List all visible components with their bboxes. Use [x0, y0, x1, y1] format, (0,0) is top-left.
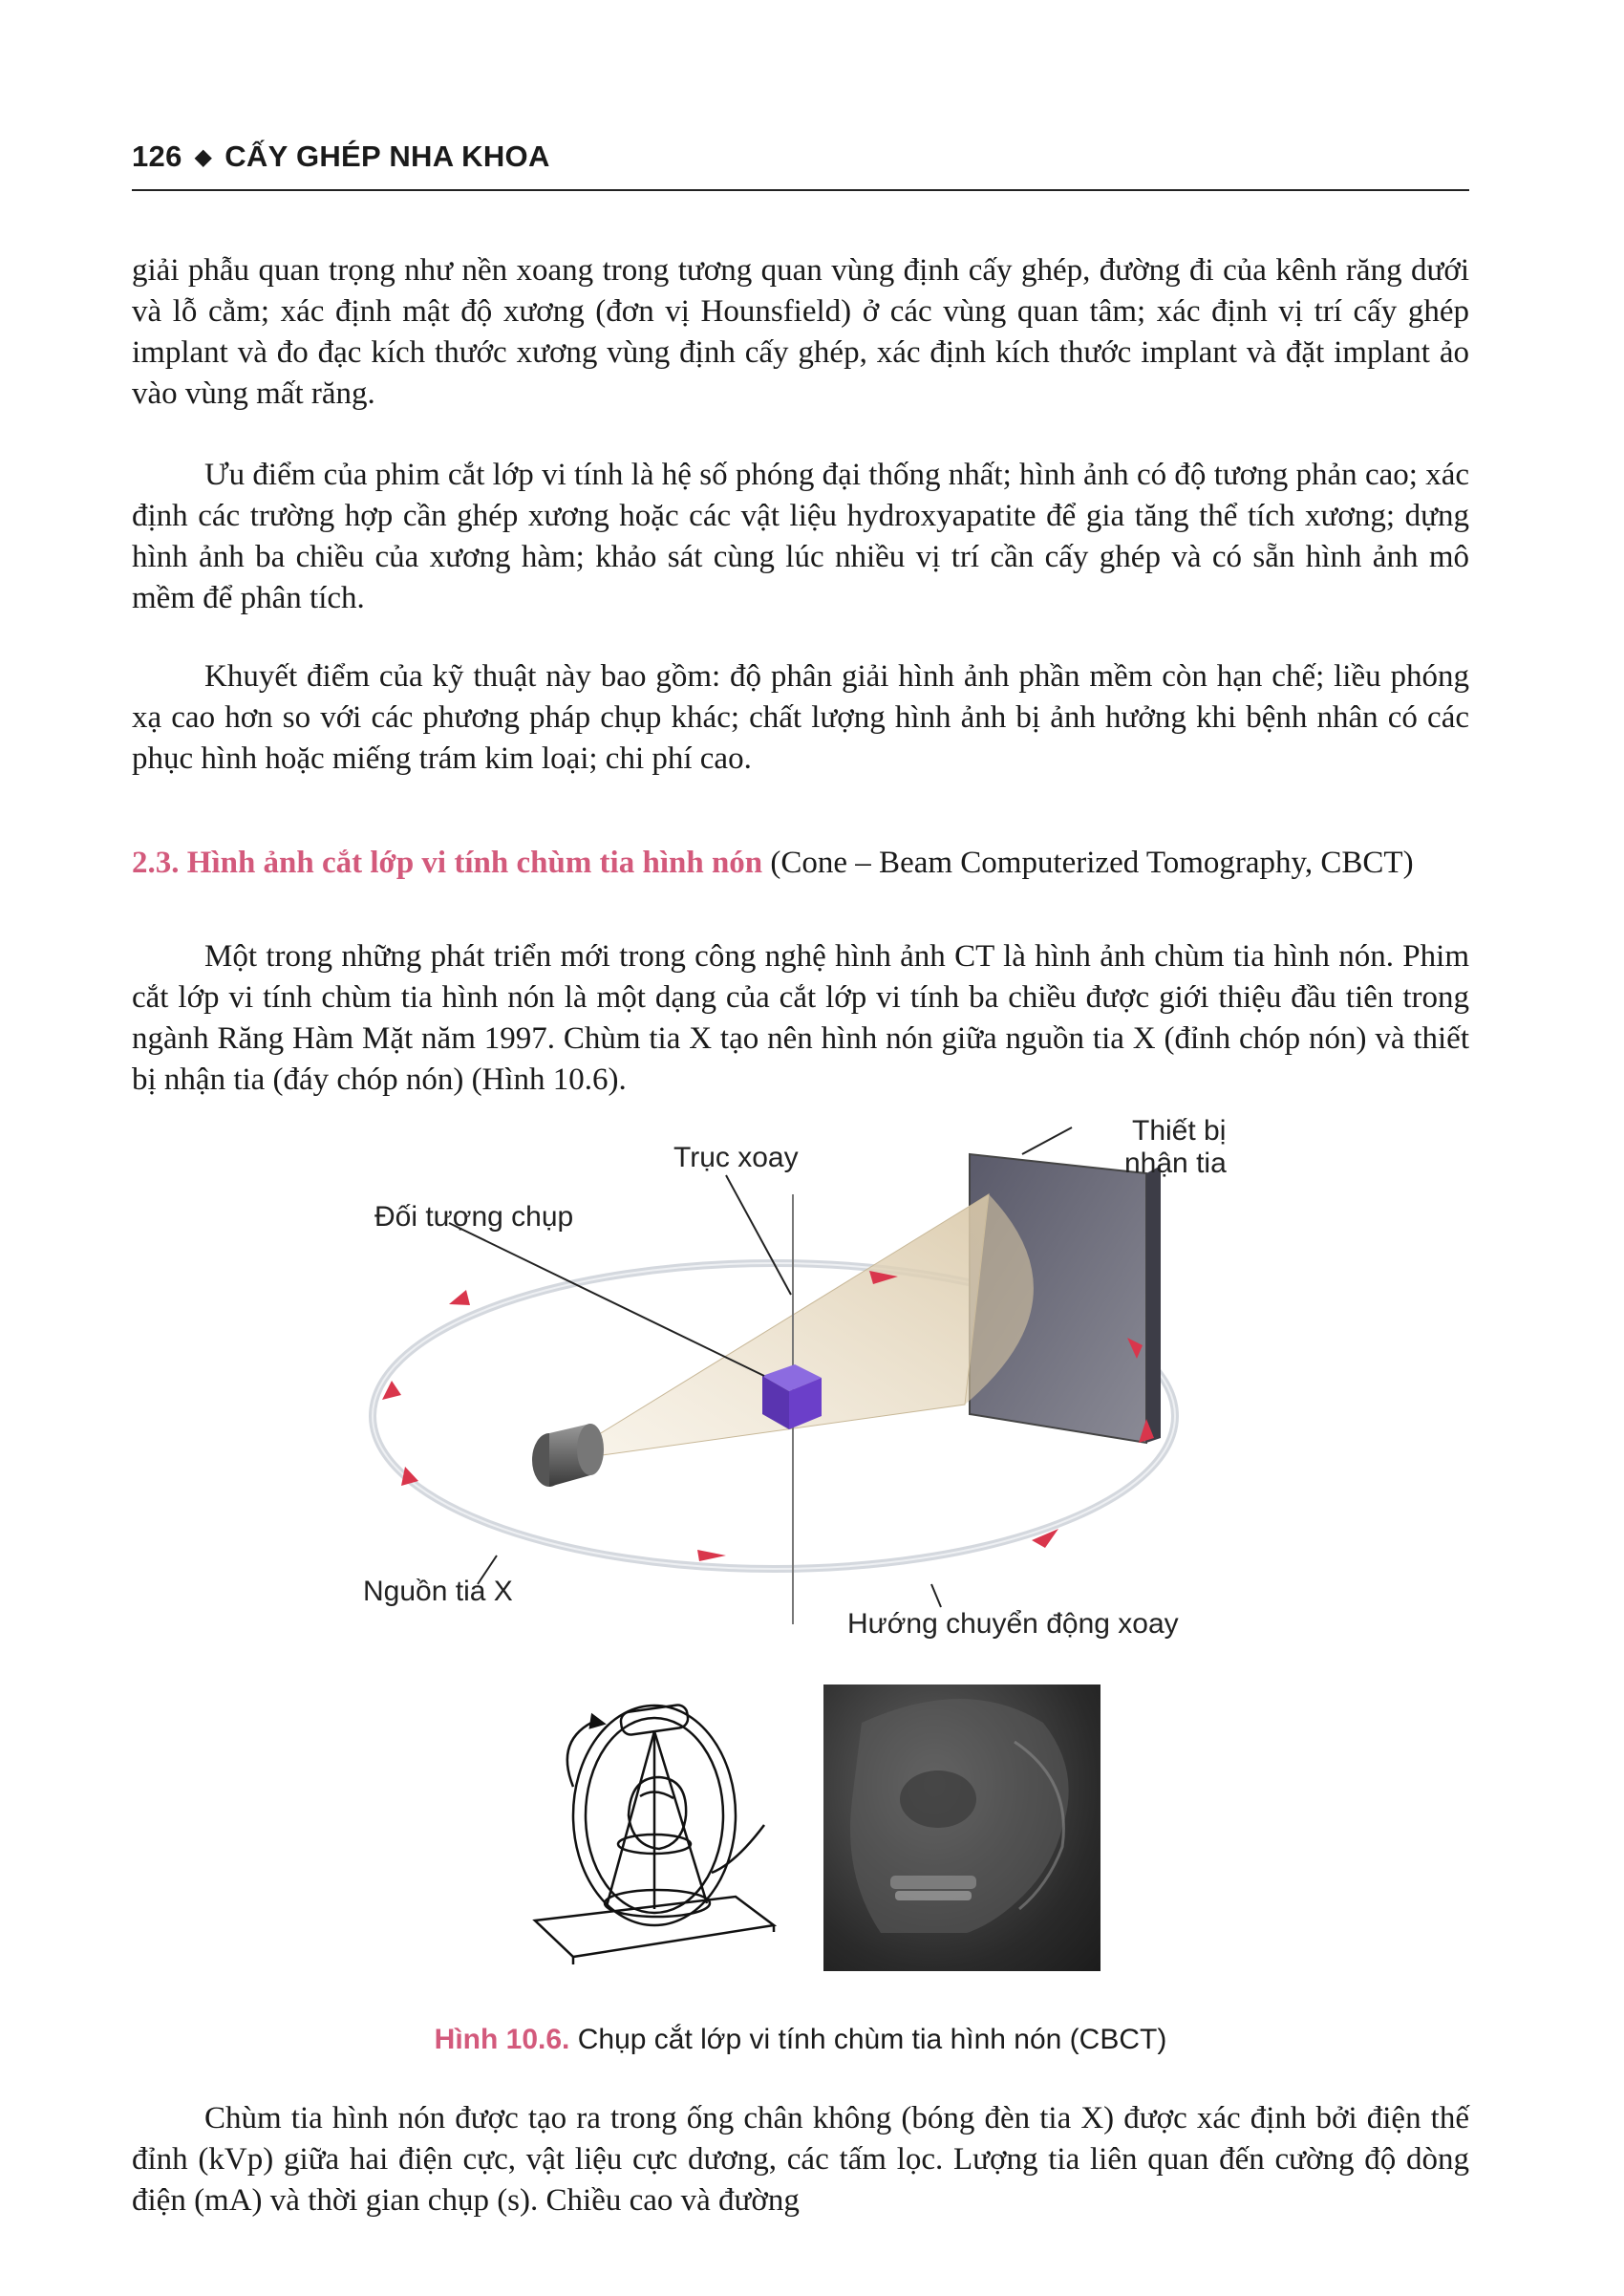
figure-caption [132, 2024, 1469, 2056]
page-header [132, 139, 1469, 174]
cone-beam [554, 1194, 989, 1462]
label-rotation-axis: Trục xoay [673, 1142, 799, 1173]
section-title: Hình ảnh cắt lớp vi tính chùm tia hình nón [186, 846, 763, 880]
label-subject: Đối tượng chụp [374, 1201, 574, 1233]
label-detector-line2: nhận tia [1124, 1148, 1227, 1179]
cbct-machine-sketch [516, 1682, 802, 1968]
diamond-icon: ◆ [194, 144, 213, 170]
section-number: 2.3. [132, 846, 180, 880]
cbct-diagram-svg [363, 1108, 1261, 1643]
label-direction: Hướng chuyển động xoay [847, 1608, 1179, 1640]
header-rule [132, 189, 1469, 191]
cbct-scan-image [823, 1684, 1100, 1971]
section-heading [132, 843, 1469, 884]
paragraph-4: Một trong những phát triển mới trong công nghệ hình ảnh CT là hình ảnh chùm tia hình nón. Phim cắt lớp vi tính chùm tia hình nón là một dạng của cắt lớp vi tính ba chiều được giới thiệu đầu tiên trong ngành Răng Hàm Mặt năm 1997. Chùm tia X tạo nên hình nón giữa nguồn tia X (đỉnh chóp nón) và thiết bị nhận tia (đáy chóp nón) (Hình 10.6). [132, 939, 1469, 1097]
cbct-diagram [363, 1108, 1261, 1643]
cbct-scan-svg [823, 1684, 1100, 1971]
label-source: Nguồn tia X [363, 1576, 513, 1607]
paragraph-2: Ưu điểm của phim cắt lớp vi tính là hệ số phóng đại thống nhất; hình ảnh có độ tương phản cao; xác định các trường hợp cần ghép xương hoặc các vật liệu hydroxyapatite để gia tăng thể tích xương; dựng hình ảnh ba chiều của xương hàm; khảo sát cùng lúc nhiều vị trí cần cấy ghép và có sẵn hình ảnh mô mềm để phân tích. [132, 458, 1469, 615]
paragraph-5: Chùm tia hình nón được tạo ra trong ống chân không (bóng đèn tia X) được xác định bởi điện thế đỉnh (kVp) giữa hai điện cực, vật liệu cực dương, các tấm lọc. Lượng tia liên quan đến cường độ dòng điện (mA) và thời gian chụp (s). Chiều cao và đường [132, 2101, 1469, 2218]
page-number: 126 [132, 139, 182, 173]
caption-text: Chụp cắt lớp vi tính chùm tia hình nón (CBCT) [577, 2024, 1167, 2055]
xray-source [532, 1424, 604, 1487]
book-title: CẤY GHÉP NHA KHOA [224, 139, 550, 173]
section-title-rest: (Cone – Beam Computerized Tomography, CBCT) [770, 846, 1414, 880]
label-detector-line1: Thiết bị [1132, 1115, 1227, 1147]
caption-label: Hình 10.6. [434, 2024, 570, 2055]
paragraph-1: giải phẫu quan trọng như nền xoang trong tương quan vùng định cấy ghép, đường đi của kênh răng dưới và lỗ cằm; xác định mật độ xương (đơn vị Hounsfield) ở các vùng quan tâm; xác định vị trí cấy ghép implant và đo đạc kích thước xương vùng định cấy ghép, xác định kích thước implant và đặt implant ảo vào vùng mất răng. [132, 253, 1469, 411]
cbct-machine-svg [516, 1682, 802, 1968]
paragraph-3: Khuyết điểm của kỹ thuật này bao gồm: độ phân giải hình ảnh phần mềm còn hạn chế; liều phóng xạ cao hơn so với các phương pháp chụp khác; chất lượng hình ảnh bị ảnh hưởng khi bệnh nhân có các phục hình hoặc miếng trám kim loại; chi phí cao. [132, 659, 1469, 776]
